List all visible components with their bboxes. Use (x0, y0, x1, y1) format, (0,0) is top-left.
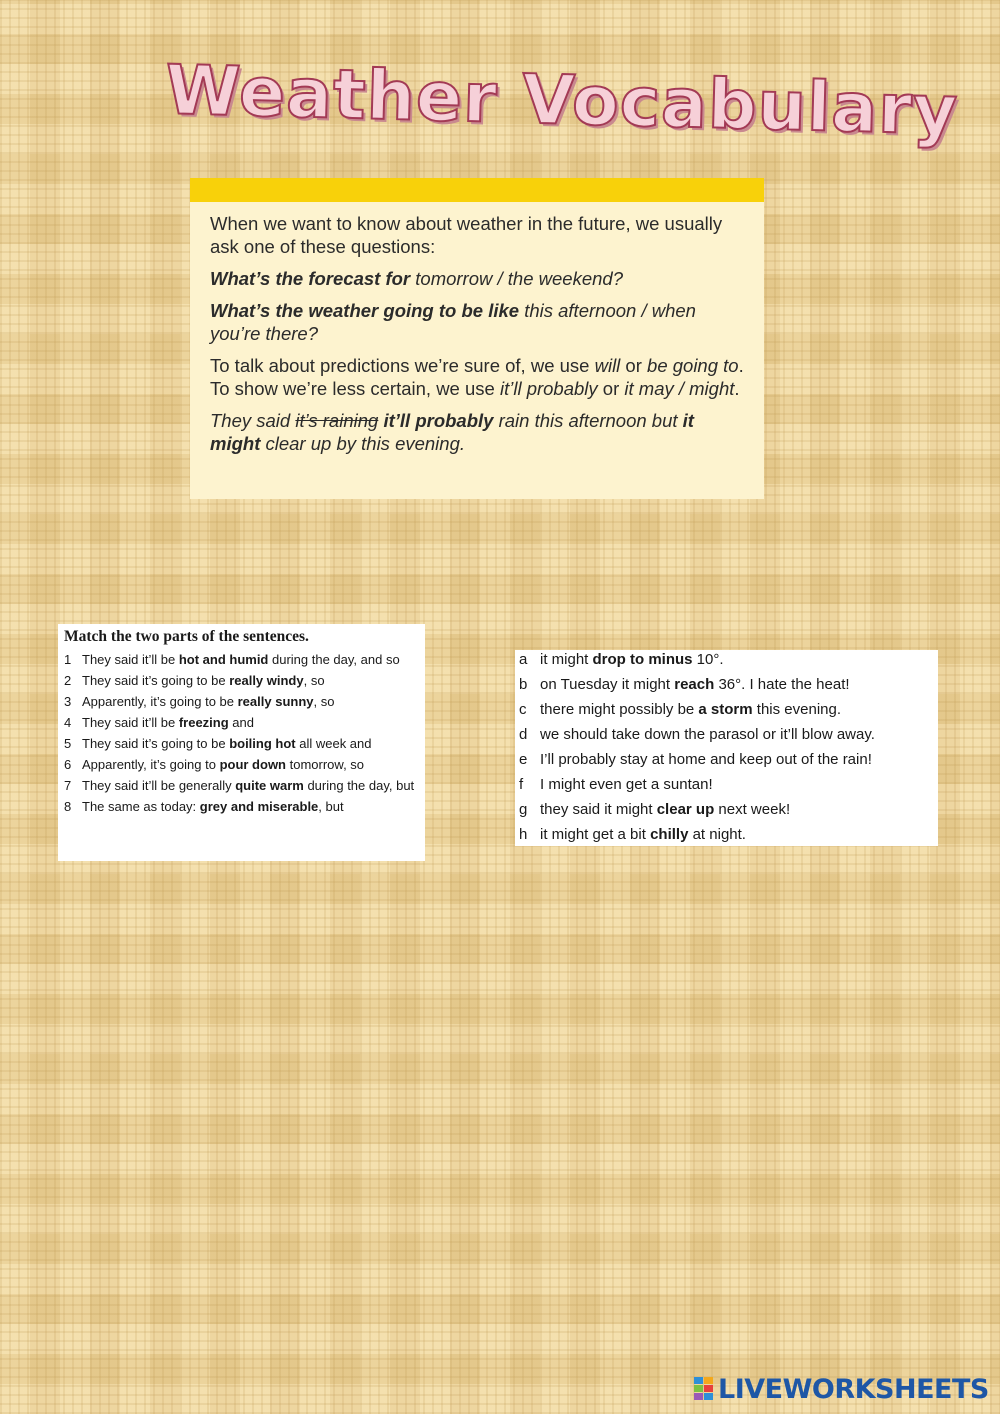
grammar-rule-itll-probably: it’ll probably (499, 378, 598, 399)
list-item (519, 700, 934, 725)
item-text-bold: pour down (219, 757, 286, 772)
item-text (82, 757, 364, 773)
item-text-pre: they said it might (540, 801, 657, 818)
item-text-post: 10°. (692, 651, 724, 668)
list-item (519, 750, 934, 775)
list-item (64, 673, 419, 689)
item-number: 1 (64, 652, 72, 667)
item-text-pre: Apparently, it’s going to (82, 757, 220, 772)
item-text-bold: reach (674, 676, 715, 693)
item-text-post: 36°. I hate the heat! (714, 676, 850, 693)
item-text (82, 715, 254, 731)
item-text-pre: it might (540, 651, 593, 668)
item-text-bold: freezing (178, 715, 229, 730)
item-text (82, 694, 334, 710)
grammar-rule-or-2: or (597, 378, 625, 399)
grammar-example-bold-1: it’ll probably (378, 410, 494, 431)
item-text-pre: Apparently, it’s going to be (82, 694, 238, 709)
page-title: Weather Vocabulary (164, 51, 960, 151)
list-item (64, 778, 419, 794)
grammar-question-1 (210, 267, 744, 290)
item-text-bold: really sunny (237, 694, 314, 709)
grammar-q2-bold: What’s the weather going to be like (210, 300, 520, 321)
item-text (540, 750, 872, 775)
item-letter: g (519, 801, 528, 818)
item-letter: c (519, 701, 527, 718)
sentence-endings-box (515, 650, 938, 846)
grammar-header-bar (190, 178, 764, 202)
grammar-q2-rest: this afternoon / when you’re there? (210, 300, 696, 344)
item-text (82, 799, 344, 815)
grammar-q1-bold: What’s the forecast for (210, 268, 411, 289)
grammar-example (210, 409, 744, 455)
list-item (519, 800, 934, 825)
item-number: 6 (64, 757, 72, 772)
list-item (519, 725, 934, 750)
item-text (540, 800, 790, 825)
item-letter: h (519, 826, 528, 843)
grammar-example-bold-2: it might (210, 410, 694, 454)
item-number: 5 (64, 736, 72, 751)
item-text (540, 700, 841, 725)
item-text-post: all week and (295, 736, 372, 751)
item-text-post: tomorrow, so (286, 757, 365, 772)
grammar-body (190, 202, 764, 455)
item-text-bold: hot and humid (178, 652, 269, 667)
exercise-heading: Match the two parts of the sentences. (64, 628, 309, 645)
item-text (540, 725, 875, 750)
item-text (82, 673, 325, 689)
item-letter: d (519, 726, 528, 743)
item-text-bold: grey and miserable (199, 799, 319, 814)
item-text (540, 675, 850, 700)
grammar-example-c: clear up by this evening. (260, 433, 466, 454)
list-item (519, 775, 934, 800)
item-letter: e (519, 751, 528, 768)
grammar-rule-will: will (594, 355, 621, 376)
item-text-pre: I’ll probably stay at home and keep out of the rain! (540, 751, 872, 768)
list-item (64, 757, 419, 773)
grammar-example-a: They said (210, 410, 296, 431)
liveworksheets-brand[interactable] (693, 1374, 989, 1404)
item-text-pre: They said it’ll be (82, 652, 179, 667)
item-text-pre: we should take down the parasol or it’ll blow away. (540, 726, 875, 743)
sentence-endings-list (519, 650, 934, 850)
item-text-pre: I might even get a suntan! (540, 776, 713, 793)
item-text-pre: They said it’ll be (82, 715, 179, 730)
grammar-intro: When we want to know about weather in the future, we usually ask one of these questions: (210, 213, 723, 257)
item-text-pre: it might get a bit (540, 826, 651, 843)
grammar-rule-be-going-to: be going to (647, 355, 739, 376)
grammar-example-b: rain this afternoon but (493, 410, 683, 431)
grammar-rule (210, 354, 744, 400)
item-text-post: , but (318, 799, 344, 814)
item-text-post: at night. (688, 826, 746, 843)
item-text-post: , so (313, 694, 335, 709)
liveworksheets-logo-icon (693, 1376, 715, 1402)
item-text-bold: boiling hot (229, 736, 296, 751)
item-text-post: , so (303, 673, 325, 688)
brand-name: LIVEWORKSHEETS (718, 1373, 989, 1405)
item-text (82, 652, 400, 668)
list-item (519, 675, 934, 700)
item-letter: f (519, 776, 524, 793)
item-text (82, 736, 372, 752)
item-text-pre: They said it’ll be generally (82, 778, 236, 793)
item-text-post: during the day, and so (268, 652, 400, 667)
grammar-rule-end: . (734, 378, 740, 399)
item-text-post: and (228, 715, 254, 730)
item-letter: b (519, 676, 528, 693)
grammar-question-2 (210, 299, 744, 345)
list-item (64, 736, 419, 752)
sentence-beginnings-list (64, 652, 419, 815)
item-text-bold: quite warm (235, 778, 304, 793)
grammar-box (190, 178, 764, 499)
item-text-pre: They said it’s going to be (82, 736, 230, 751)
grammar-rule-text-a: To talk about predictions we’re sure of, we use (210, 355, 595, 376)
list-item (64, 694, 419, 710)
item-text-pre: on Tuesday it might (540, 676, 675, 693)
grammar-rule-or: or (620, 355, 648, 376)
item-text-bold: drop to minus (592, 651, 693, 668)
item-text-bold: really windy (229, 673, 304, 688)
sentence-beginnings-box (58, 624, 425, 861)
list-item (519, 650, 934, 675)
item-text-post: during the day, but (303, 778, 415, 793)
item-text-bold: chilly (650, 826, 689, 843)
grammar-example-struck: it’s raining (295, 410, 379, 431)
item-text-pre: They said it’s going to be (82, 673, 230, 688)
grammar-rule-may-might: it may / might (624, 378, 735, 399)
item-text-post: this evening. (752, 701, 841, 718)
item-text-pre: The same as today: (82, 799, 200, 814)
item-text-post: next week! (714, 801, 791, 818)
grammar-q1-rest: tomorrow / the weekend? (410, 268, 623, 289)
item-number: 4 (64, 715, 72, 730)
item-text (82, 778, 414, 794)
item-text-bold: clear up (656, 801, 715, 818)
item-number: 7 (64, 778, 72, 793)
item-number: 3 (64, 694, 72, 709)
item-number: 8 (64, 799, 72, 814)
list-item (64, 715, 419, 731)
item-letter: a (519, 651, 528, 668)
item-text-pre: there might possibly be (540, 701, 699, 718)
item-number: 2 (64, 673, 72, 688)
list-item (64, 799, 419, 815)
list-item (519, 825, 934, 850)
item-text (540, 650, 724, 675)
item-text (540, 775, 713, 800)
item-text-bold: a storm (698, 701, 753, 718)
grammar-rule-text-b: . To show we’re less certain, we use (210, 355, 744, 399)
list-item (64, 652, 419, 668)
item-text (540, 825, 746, 850)
